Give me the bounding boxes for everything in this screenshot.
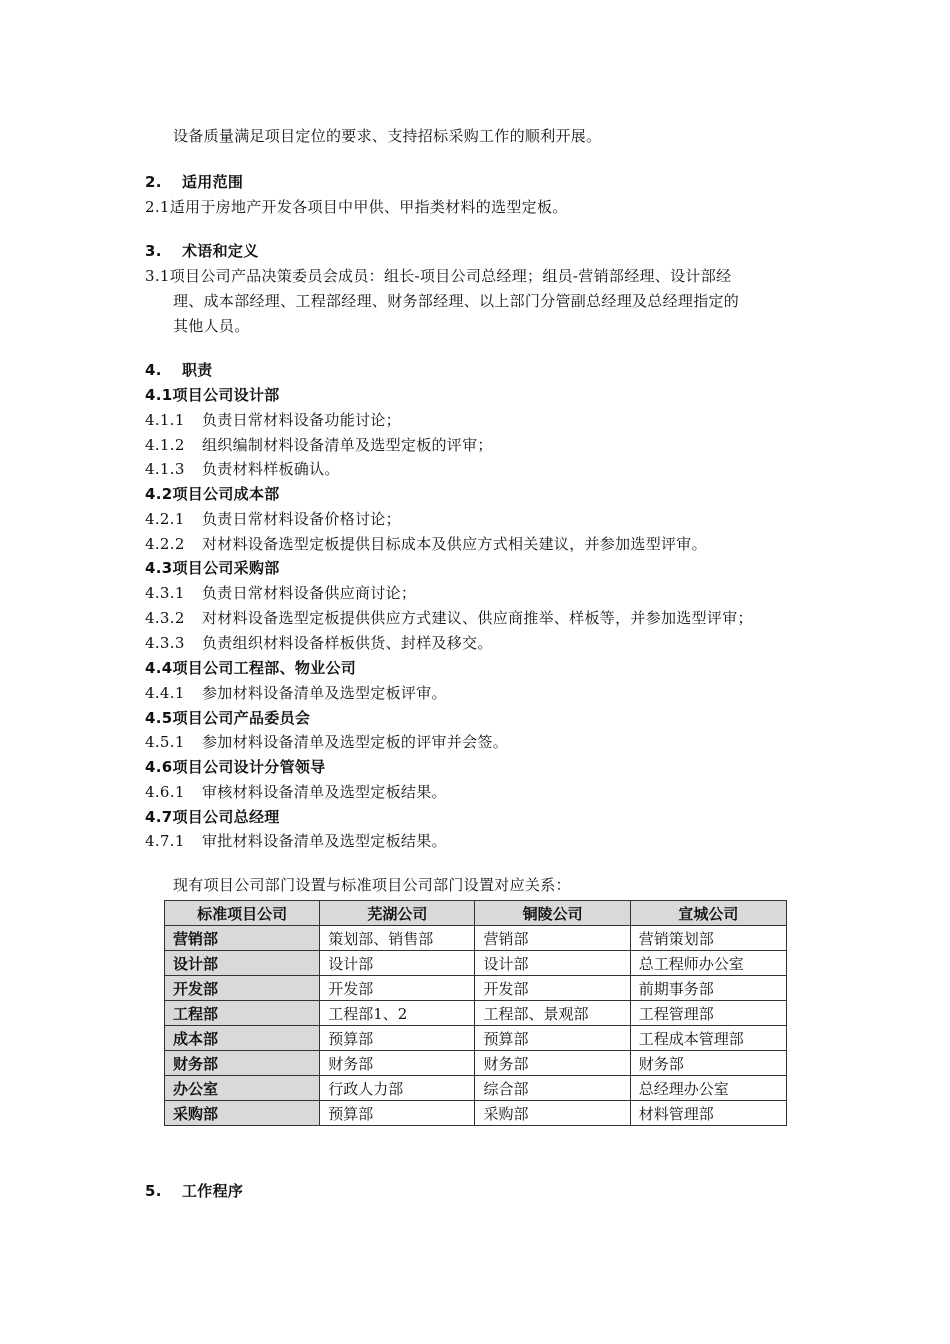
item-4-3-3	[145, 632, 493, 654]
table-header-cell: 铜陵公司	[475, 901, 630, 926]
section-5-heading	[145, 1180, 243, 1202]
section-2-heading	[145, 171, 243, 193]
table-cell: 工程成本管理部	[630, 1026, 786, 1051]
item-text: 负责日常材料设备功能讨论；	[202, 411, 401, 429]
item-4-1-3	[145, 458, 340, 480]
section-5-number: 5.	[145, 1182, 162, 1200]
item-4-4-1	[145, 682, 447, 704]
row-label-cell: 财务部	[165, 1051, 320, 1076]
item-text: 参加材料设备清单及选型定板的评审并会签。	[202, 733, 509, 751]
item-4-2-2	[145, 533, 707, 555]
item-text: 审批材料设备清单及选型定板结果。	[202, 832, 447, 850]
table-cell: 工程部1、2	[320, 1001, 475, 1026]
section-5-title: 工作程序	[182, 1182, 244, 1200]
item-number: 4.1.1	[145, 411, 185, 429]
table-row	[165, 1101, 787, 1126]
table-cell: 预算部	[320, 1026, 475, 1051]
table-row	[165, 1076, 787, 1101]
group-4-5-heading: 4.5项目公司产品委员会	[145, 709, 311, 727]
group-4-2-heading: 4.2项目公司成本部	[145, 485, 280, 503]
item-number: 4.1.3	[145, 460, 185, 478]
table-cell: 工程部、景观部	[475, 1001, 630, 1026]
item-number: 4.1.2	[145, 436, 185, 454]
item-text: 参加材料设备清单及选型定板评审。	[202, 684, 447, 702]
item-number: 4.2.2	[145, 535, 185, 553]
table-cell: 财务部	[630, 1051, 786, 1076]
table-header-row	[165, 901, 787, 926]
item-4-7-1	[145, 830, 447, 852]
section-3-number: 3.	[145, 242, 162, 260]
item-text: 组织编制材料设备清单及选型定板的评审；	[202, 436, 493, 454]
table-row	[165, 1026, 787, 1051]
table-caption: 现有项目公司部门设置与标准项目公司部门设置对应关系：	[173, 876, 571, 894]
section-3-line-2: 理、成本部经理、工程部经理、财务部经理、以上部门分管副总经理及总经理指定的	[173, 292, 740, 310]
table-cell: 策划部、销售部	[320, 926, 475, 951]
row-label-cell: 成本部	[165, 1026, 320, 1051]
table-header-cell: 宣城公司	[630, 901, 786, 926]
section-2-title: 适用范围	[182, 173, 244, 191]
table-cell: 开发部	[475, 976, 630, 1001]
group-4-1-heading: 4.1项目公司设计部	[145, 386, 280, 404]
table-cell: 开发部	[320, 976, 475, 1001]
item-4-1-1	[145, 409, 401, 431]
item-number: 4.7.1	[145, 832, 185, 850]
item-text: 负责日常材料设备价格讨论；	[202, 510, 401, 528]
table-cell: 工程管理部	[630, 1001, 786, 1026]
table-cell: 设计部	[320, 951, 475, 976]
table-cell: 总经理办公室	[630, 1076, 786, 1101]
table-cell: 财务部	[320, 1051, 475, 1076]
section-4-number: 4.	[145, 361, 162, 379]
item-number: 4.3.1	[145, 584, 185, 602]
table-cell: 前期事务部	[630, 976, 786, 1001]
table-row	[165, 1001, 787, 1026]
item-number: 4.3.2	[145, 609, 185, 627]
section-2-item-1: 2.1适用于房地产开发各项目中甲供、甲指类材料的选型定板。	[145, 198, 568, 216]
intro-tail-text: 设备质量满足项目定位的要求、支持招标采购工作的顺利开展。	[173, 127, 602, 145]
group-4-6-heading: 4.6项目公司设计分管领导	[145, 758, 326, 776]
table-row	[165, 951, 787, 976]
item-text: 负责材料样板确认。	[202, 460, 340, 478]
item-number: 4.3.3	[145, 634, 185, 652]
table-cell: 财务部	[475, 1051, 630, 1076]
department-mapping-table	[164, 900, 787, 1126]
section-3-heading	[145, 240, 259, 262]
item-text: 审核材料设备清单及选型定板结果。	[202, 783, 447, 801]
item-number: 4.6.1	[145, 783, 185, 801]
section-4-heading	[145, 359, 213, 381]
section-3-line-3: 其他人员。	[173, 317, 250, 335]
item-4-3-1	[145, 582, 416, 604]
row-label-cell: 设计部	[165, 951, 320, 976]
table-cell: 营销策划部	[630, 926, 786, 951]
item-number: 4.4.1	[145, 684, 185, 702]
row-label-cell: 采购部	[165, 1101, 320, 1126]
table-cell: 综合部	[475, 1076, 630, 1101]
group-4-7-heading: 4.7项目公司总经理	[145, 808, 280, 826]
section-3-line-1: 3.1项目公司产品决策委员会成员：组长-项目公司总经理；组员-营销部经理、设计部经	[145, 267, 732, 285]
table-cell: 材料管理部	[630, 1101, 786, 1126]
row-label-cell: 营销部	[165, 926, 320, 951]
row-label-cell: 办公室	[165, 1076, 320, 1101]
section-3-title: 术语和定义	[182, 242, 259, 260]
section-4-title: 职责	[182, 361, 213, 379]
row-label-cell: 工程部	[165, 1001, 320, 1026]
table-cell: 设计部	[475, 951, 630, 976]
table-cell: 采购部	[475, 1101, 630, 1126]
item-text: 对材料设备选型定板提供目标成本及供应方式相关建议，并参加选型评审。	[202, 535, 707, 553]
section-2-number: 2.	[145, 173, 162, 191]
item-text: 负责日常材料设备供应商讨论；	[202, 584, 417, 602]
group-4-3-heading: 4.3项目公司采购部	[145, 559, 280, 577]
item-number: 4.2.1	[145, 510, 185, 528]
item-number: 4.5.1	[145, 733, 185, 751]
item-text: 对材料设备选型定板提供供应方式建议、供应商推举、样板等，并参加选型评审；	[202, 609, 753, 627]
table-cell: 总工程师办公室	[630, 951, 786, 976]
item-4-1-2	[145, 434, 493, 456]
item-4-2-1	[145, 508, 401, 530]
table-row	[165, 976, 787, 1001]
table-cell: 预算部	[475, 1026, 630, 1051]
table-row	[165, 1051, 787, 1076]
table-header-cell: 芜湖公司	[320, 901, 475, 926]
item-4-3-2	[145, 607, 753, 629]
group-4-4-heading: 4.4项目公司工程部、物业公司	[145, 659, 357, 677]
table-row	[165, 926, 787, 951]
table-cell: 预算部	[320, 1101, 475, 1126]
item-4-6-1	[145, 781, 447, 803]
row-label-cell: 开发部	[165, 976, 320, 1001]
table-cell: 行政人力部	[320, 1076, 475, 1101]
table-header-cell: 标准项目公司	[165, 901, 320, 926]
table-cell: 营销部	[475, 926, 630, 951]
item-text: 负责组织材料设备样板供货、封样及移交。	[202, 634, 493, 652]
item-4-5-1	[145, 731, 508, 753]
